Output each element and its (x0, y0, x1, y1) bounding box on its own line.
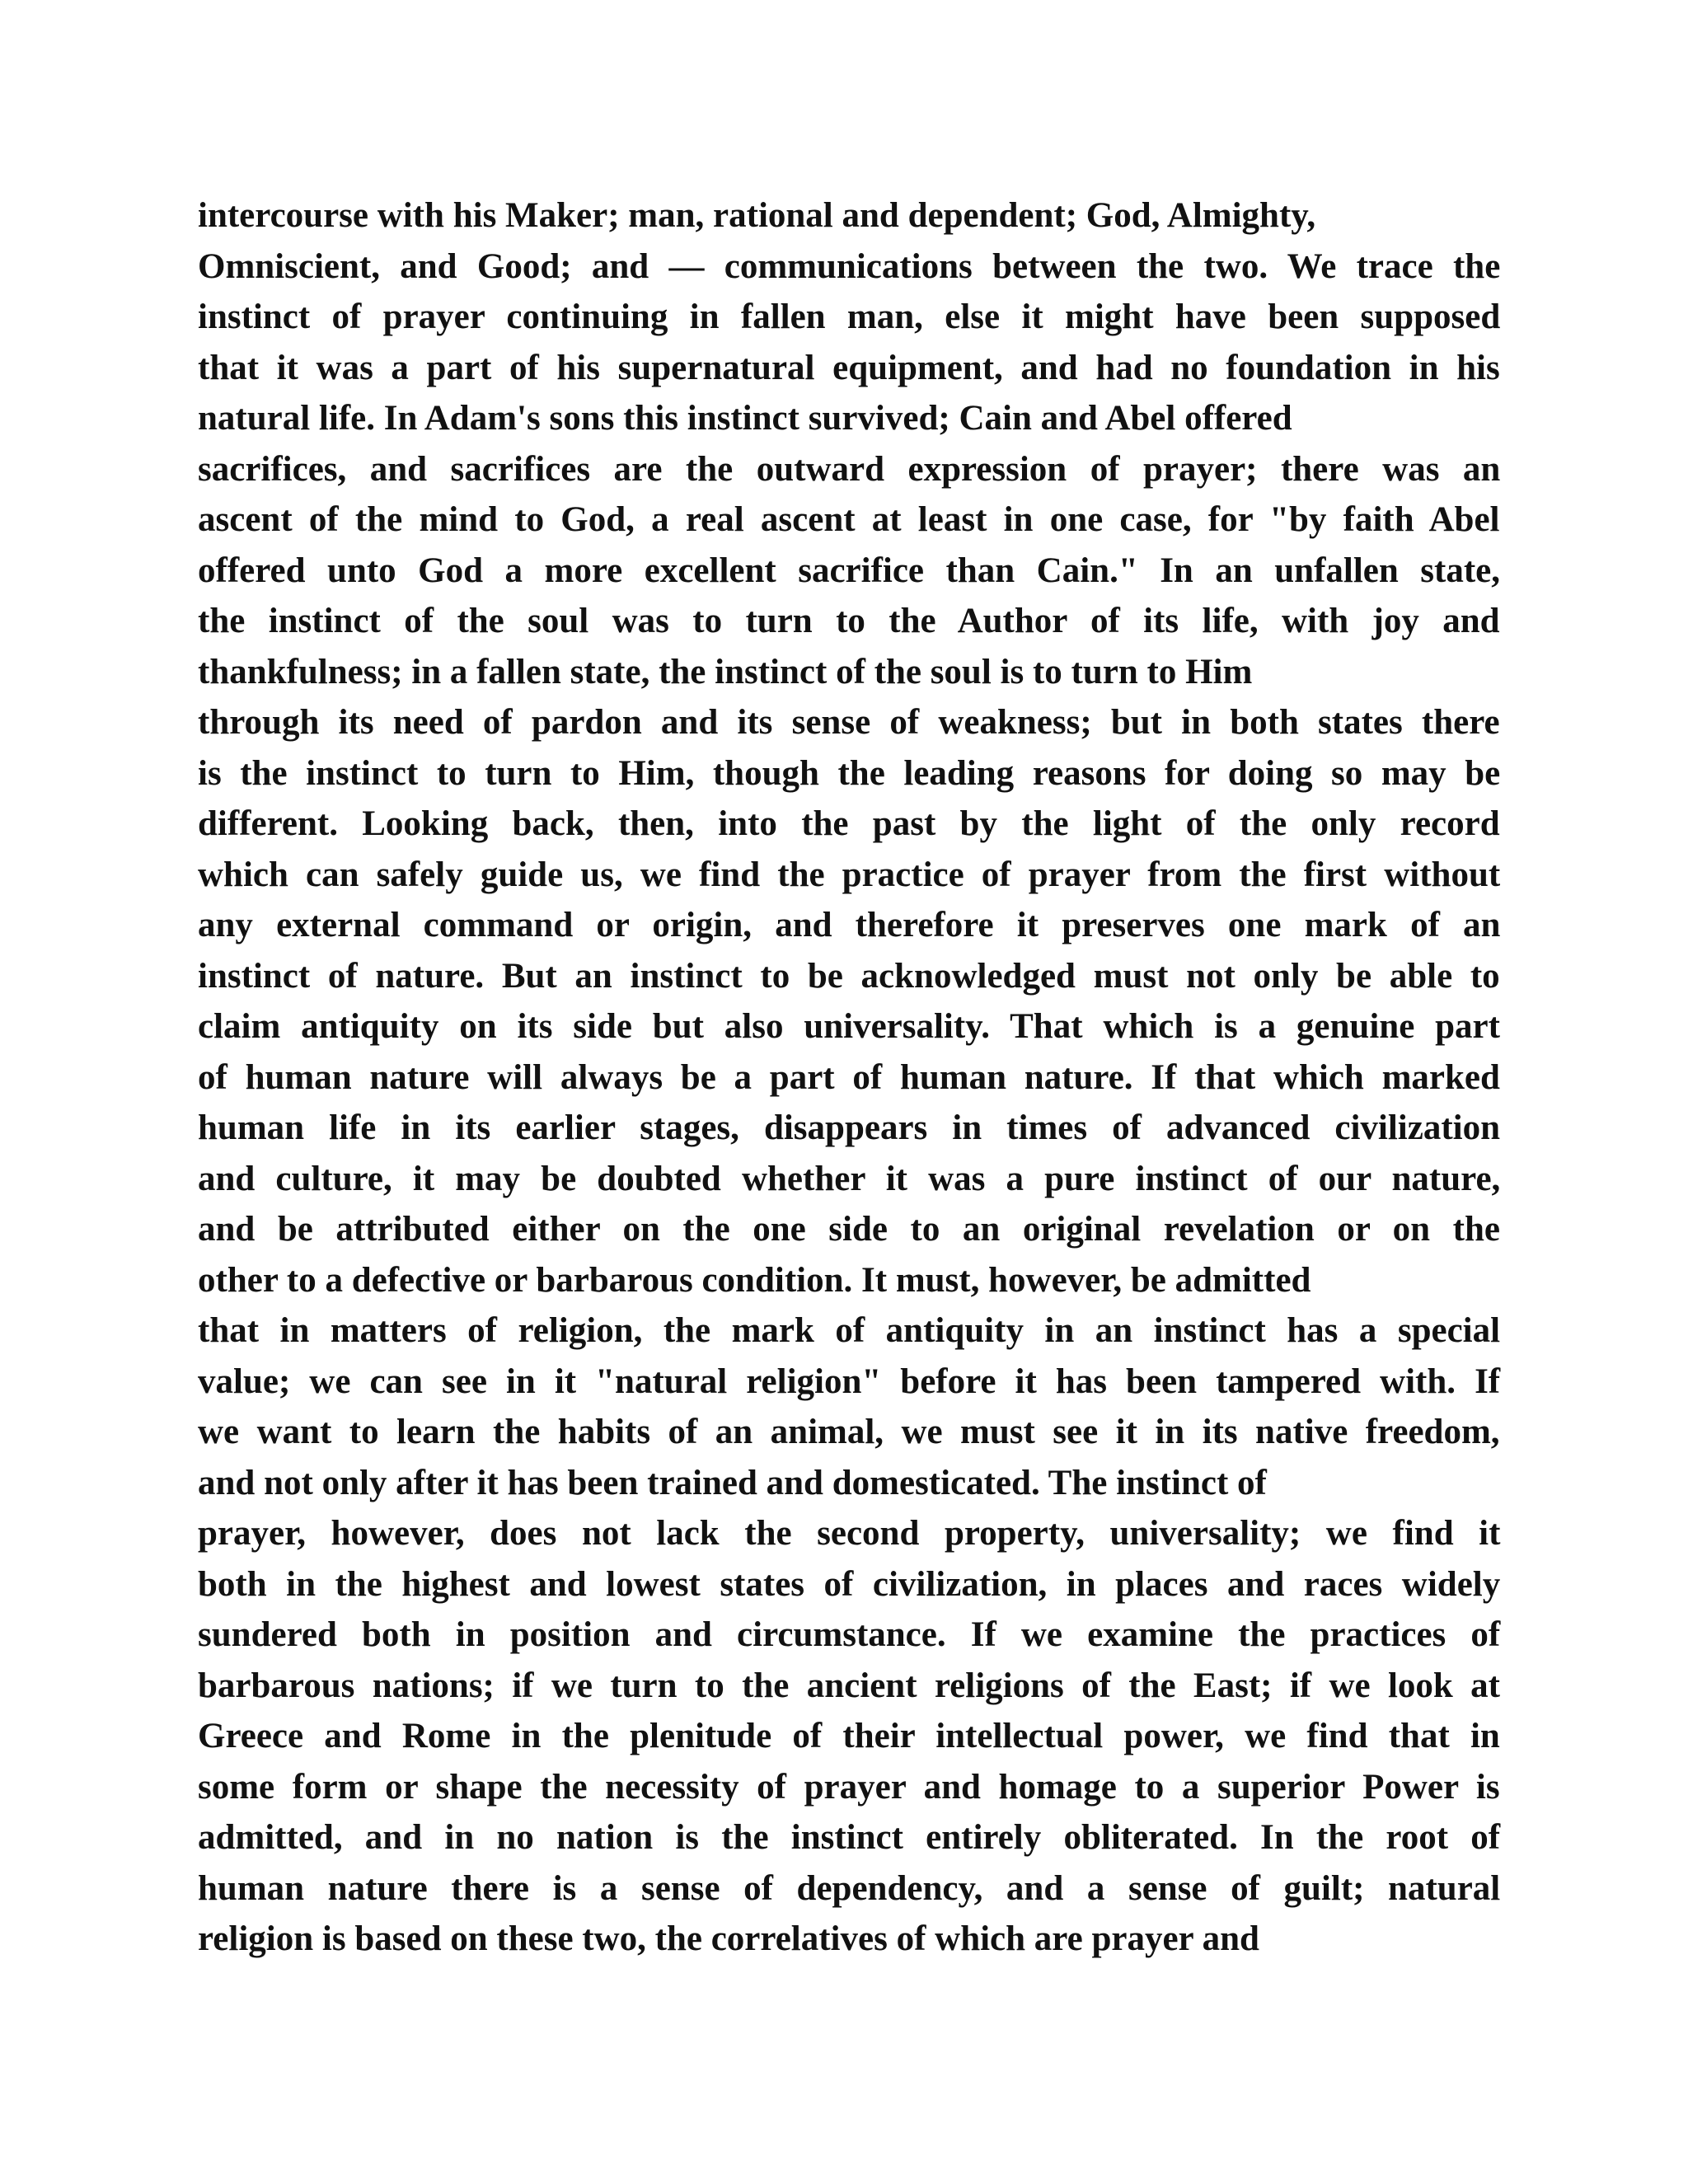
text-line: of human nature will always be a part of human nature. If that which marked (198, 1057, 1500, 1097)
text-line: instinct of nature. But an instinct to be acknowledged must not only be able to (198, 956, 1500, 996)
body-text (198, 190, 1500, 1965)
text-line: and culture, it may be doubted whether it was a pure instinct of our nature, (198, 1159, 1501, 1198)
text-line: barbarous nations; if we turn to the ancient religions of the East; if we look at (198, 1666, 1500, 1705)
text-line: that in matters of religion, the mark of antiquity in an instinct has a special (198, 1311, 1501, 1350)
text-line: ascent of the mind to God, a real ascent at least in one case, for "by faith Abel (198, 500, 1500, 539)
text-line: both in the highest and lowest states of civilization, in places and races widely (198, 1564, 1501, 1604)
text-line: and not only after it has been trained and domesticated. The instinct of (198, 1463, 1267, 1502)
text-line: is the instinct to turn to Him, though the leading reasons for doing so may be (198, 753, 1501, 793)
text-line: claim antiquity on its side but also universality. That which is a genuine part (198, 1007, 1500, 1046)
text-line: natural life. In Adam's sons this instinct survived; Cain and Abel offered (198, 399, 1292, 438)
text-line: offered unto God a more excellent sacrifice than Cain." In an unfallen state, (198, 551, 1501, 590)
text-line: other to a defective or barbarous condition. It must, however, be admitted (198, 1260, 1311, 1300)
text-line: different. Looking back, then, into the past by the light of the only record (198, 804, 1500, 843)
text-line: that it was a part of his supernatural equipment, and had no foundation in his (198, 348, 1500, 387)
text-line: some form or shape the necessity of prayer and homage to a superior Power is (198, 1767, 1500, 1807)
text-line: the instinct of the soul was to turn to the Author of its life, with joy and (198, 602, 1500, 640)
text-line: which can safely guide us, we find the practice of prayer from the first without (198, 855, 1501, 894)
text-line: human nature there is a sense of dependency, and a sense of guilt; natural (198, 1868, 1501, 1908)
text-line: we want to learn the habits of an animal, we must see it in its native freedom, (198, 1413, 1500, 1451)
text-line: human life in its earlier stages, disappears in times of advanced civilization (198, 1108, 1501, 1147)
text-line: through its need of pardon and its sense of weakness; but in both states there (198, 703, 1500, 742)
text-line: and be attributed either on the one side to an original revelation or on the (198, 1210, 1500, 1249)
text-line: Greece and Rome in the plenitude of their intellectual power, we find that in (198, 1717, 1500, 1755)
text-line: Omniscient, and Good; and — communications between the two. We trace the (198, 246, 1501, 286)
text-line: any external command or origin, and therefore it preserves one mark of an (198, 906, 1501, 944)
text-line: prayer, however, does not lack the second property, universality; we find it (198, 1514, 1501, 1553)
text-line: instinct of prayer continuing in fallen man, else it might have been supposed (198, 298, 1501, 336)
text-line: intercourse with his Maker; man, rational and dependent; God, Almighty, (198, 196, 1316, 235)
text-line: value; we can see in it "natural religion" before it has been tampered with. If (198, 1361, 1501, 1401)
text-line: admitted, and in no nation is the instinct entirely obliterated. In the root of (198, 1818, 1501, 1857)
text-line: sacrifices, and sacrifices are the outward expression of prayer; there was an (198, 449, 1501, 489)
text-line: religion is based on these two, the correlatives of which are prayer and (198, 1919, 1259, 1958)
text-line: thankfulness; in a fallen state, the instinct of the soul is to turn to Him (198, 652, 1253, 691)
text-line: sundered both in position and circumstance. If we examine the practices of (198, 1615, 1501, 1654)
